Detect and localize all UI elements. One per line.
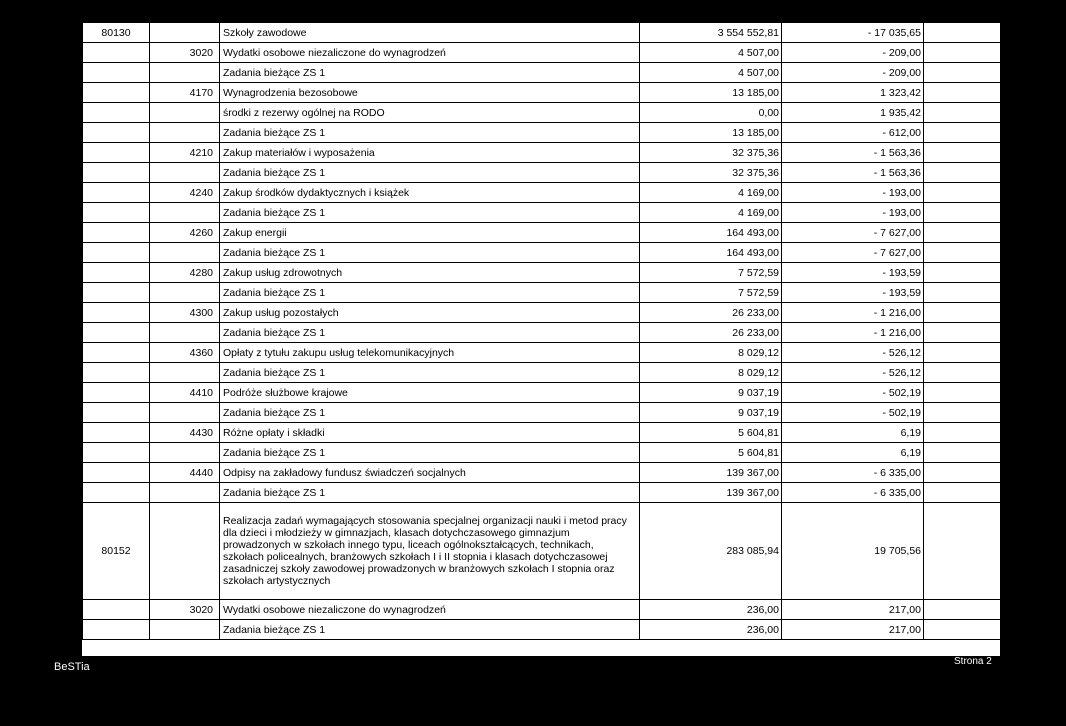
description-cell: Zakup usług pozostałych — [220, 303, 640, 323]
description-cell: Odpisy na zakładowy fundusz świadczeń socjalnych — [220, 463, 640, 483]
table-row — [83, 600, 1066, 620]
paragraph-code-cell — [150, 163, 220, 183]
section-code-cell — [83, 483, 150, 503]
footer-software-label: BeSTia — [54, 661, 90, 673]
table-row — [83, 463, 1066, 483]
plan-before-cell: 9 037,19 — [640, 403, 782, 423]
paragraph-code-cell: 3020 — [150, 43, 220, 63]
table-row — [83, 243, 1066, 263]
table-row — [83, 223, 1066, 243]
plan-before-cell: 164 493,00 — [640, 223, 782, 243]
plan-before-cell: 26 233,00 — [640, 303, 782, 323]
section-code-cell: 80152 — [83, 503, 150, 600]
section-code-cell — [83, 183, 150, 203]
change-cell: - 526,12 — [782, 363, 924, 383]
description-cell: środki z rezerwy ogólnej na RODO — [220, 103, 640, 123]
change-cell: 217,00 — [782, 600, 924, 620]
description-cell: Zadania bieżące ZS 1 — [220, 620, 640, 640]
plan-before-cell: 283 085,94 — [640, 503, 782, 600]
plan-after-cell: 4 298,00 — [924, 43, 1066, 63]
plan-before-cell: 4 169,00 — [640, 203, 782, 223]
plan-before-cell: 9 037,19 — [640, 383, 782, 403]
plan-before-cell: 26 233,00 — [640, 323, 782, 343]
plan-before-cell: 32 375,36 — [640, 143, 782, 163]
plan-before-cell: 5 604,81 — [640, 443, 782, 463]
plan-before-cell: 8 029,12 — [640, 363, 782, 383]
budget-table — [82, 22, 1066, 640]
plan-after-cell: 156 866,00 — [924, 223, 1066, 243]
plan-after-cell: 3 976,00 — [924, 183, 1066, 203]
plan-after-cell: 30 812,00 — [924, 163, 1066, 183]
paragraph-code-cell: 3020 — [150, 600, 220, 620]
plan-after-cell: 302 791,50 — [924, 503, 1066, 600]
plan-before-cell: 8 029,12 — [640, 343, 782, 363]
section-code-cell — [83, 203, 150, 223]
change-cell: - 209,00 — [782, 63, 924, 83]
section-code-cell: 80130 — [83, 23, 150, 43]
plan-after-cell: 25 017,00 — [924, 323, 1066, 343]
table-row — [83, 143, 1066, 163]
description-cell: Zakup energii — [220, 223, 640, 243]
table-row — [83, 620, 1066, 640]
paragraph-code-cell: 4300 — [150, 303, 220, 323]
plan-after-cell: 8 535,00 — [924, 383, 1066, 403]
description-cell: Zakup materiałów i wyposażenia — [220, 143, 640, 163]
description-cell: Wynagrodzenia bezosobowe — [220, 83, 640, 103]
plan-before-cell: 5 604,81 — [640, 423, 782, 443]
plan-after-cell: 453,00 — [924, 600, 1066, 620]
paragraph-code-cell: 4260 — [150, 223, 220, 243]
section-code-cell — [83, 363, 150, 383]
table-row — [83, 203, 1066, 223]
change-cell: - 1 216,00 — [782, 323, 924, 343]
change-cell: - 6 335,00 — [782, 483, 924, 503]
change-cell: 19 705,56 — [782, 503, 924, 600]
table-row — [83, 23, 1066, 43]
paragraph-code-cell: 4430 — [150, 423, 220, 443]
section-code-cell — [83, 423, 150, 443]
description-cell: Zadania bieżące ZS 1 — [220, 203, 640, 223]
plan-after-cell: 7 503,00 — [924, 343, 1066, 363]
paragraph-code-cell — [150, 23, 220, 43]
plan-before-cell: 3 554 552,81 — [640, 23, 782, 43]
table-row — [83, 443, 1066, 463]
change-cell: - 17 035,65 — [782, 23, 924, 43]
description-cell: Zakup usług zdrowotnych — [220, 263, 640, 283]
plan-after-cell: 8 535,00 — [924, 403, 1066, 423]
table-row — [83, 363, 1066, 383]
section-code-cell — [83, 343, 150, 363]
plan-after-cell: 30 812,00 — [924, 143, 1066, 163]
change-cell: - 193,59 — [782, 283, 924, 303]
paragraph-code-cell — [150, 103, 220, 123]
description-cell: Zadania bieżące ZS 1 — [220, 163, 640, 183]
table-row — [83, 343, 1066, 363]
change-cell: - 1 563,36 — [782, 143, 924, 163]
paragraph-code-cell — [150, 63, 220, 83]
change-cell: - 502,19 — [782, 403, 924, 423]
plan-after-cell: 7 379,00 — [924, 263, 1066, 283]
change-cell: - 193,59 — [782, 263, 924, 283]
table-row — [83, 403, 1066, 423]
section-code-cell — [83, 103, 150, 123]
section-code-cell — [83, 383, 150, 403]
section-code-cell — [83, 223, 150, 243]
section-code-cell — [83, 323, 150, 343]
plan-before-cell: 236,00 — [640, 620, 782, 640]
change-cell: - 6 335,00 — [782, 463, 924, 483]
paragraph-code-cell: 4210 — [150, 143, 220, 163]
plan-after-cell: 3 976,00 — [924, 203, 1066, 223]
plan-after-cell: 1 935,42 — [924, 103, 1066, 123]
paragraph-code-cell — [150, 123, 220, 143]
section-code-cell — [83, 63, 150, 83]
plan-before-cell: 139 367,00 — [640, 463, 782, 483]
description-cell: Zadania bieżące ZS 1 — [220, 363, 640, 383]
description-cell: Podróże służbowe krajowe — [220, 383, 640, 403]
paragraph-code-cell — [150, 403, 220, 423]
change-cell: 217,00 — [782, 620, 924, 640]
paragraph-code-cell — [150, 283, 220, 303]
description-cell: Różne opłaty i składki — [220, 423, 640, 443]
table-row — [83, 283, 1066, 303]
paragraph-code-cell: 4280 — [150, 263, 220, 283]
table-row — [83, 163, 1066, 183]
table-row — [83, 323, 1066, 343]
description-cell: Szkoły zawodowe — [220, 23, 640, 43]
footer-page-number: Strona 2 — [954, 656, 992, 667]
table-row — [83, 263, 1066, 283]
change-cell: - 526,12 — [782, 343, 924, 363]
description-cell: Wydatki osobowe niezaliczone do wynagrodzeń — [220, 600, 640, 620]
table-row — [83, 183, 1066, 203]
plan-after-cell: 3 537 517,16 — [924, 23, 1066, 43]
paragraph-code-cell: 4240 — [150, 183, 220, 203]
table-row — [83, 63, 1066, 83]
change-cell: - 502,19 — [782, 383, 924, 403]
paragraph-code-cell — [150, 620, 220, 640]
section-code-cell — [83, 263, 150, 283]
description-cell: Wydatki osobowe niezaliczone do wynagrodzeń — [220, 43, 640, 63]
change-cell: - 1 216,00 — [782, 303, 924, 323]
change-cell: - 612,00 — [782, 123, 924, 143]
plan-before-cell: 4 169,00 — [640, 183, 782, 203]
plan-after-cell: 14 508,42 — [924, 83, 1066, 103]
plan-after-cell: 5 611,00 — [924, 423, 1066, 443]
section-code-cell — [83, 123, 150, 143]
table-row — [83, 123, 1066, 143]
table-row — [83, 103, 1066, 123]
paragraph-code-cell — [150, 443, 220, 463]
paragraph-code-cell: 4360 — [150, 343, 220, 363]
paragraph-code-cell — [150, 363, 220, 383]
plan-after-cell: 156 866,00 — [924, 243, 1066, 263]
change-cell: 6,19 — [782, 423, 924, 443]
section-code-cell — [83, 143, 150, 163]
change-cell: 1 935,42 — [782, 103, 924, 123]
description-cell: Zadania bieżące ZS 1 — [220, 483, 640, 503]
plan-after-cell: 133 032,00 — [924, 463, 1066, 483]
section-code-cell — [83, 620, 150, 640]
description-cell: Zakup środków dydaktycznych i książek — [220, 183, 640, 203]
description-cell: Realizacja zadań wymagających stosowania specjalnej organizacji nauki i metod pracy dla dzieci i młodzieży w gimnazjach, klasach dotychczasowego gimnazjum prowadzonych w szkołach innego typu, liceach ogólnokształcących, technikach, szkołach policealnych, branżowych szkołach I i II stopnia i klasach dotychczasowej zasadniczej szkoły zawodowej prowadzonych w branżowych szkołach I stopnia oraz szkołach artystycznych — [220, 503, 640, 600]
plan-before-cell: 0,00 — [640, 103, 782, 123]
table-row — [83, 43, 1066, 63]
plan-after-cell: 25 017,00 — [924, 303, 1066, 323]
paragraph-code-cell: 4410 — [150, 383, 220, 403]
section-code-cell — [83, 443, 150, 463]
section-code-cell — [83, 463, 150, 483]
table-row — [83, 383, 1066, 403]
plan-after-cell: 4 298,00 — [924, 63, 1066, 83]
description-cell: Zadania bieżące ZS 1 — [220, 63, 640, 83]
plan-after-cell: 133 032,00 — [924, 483, 1066, 503]
plan-before-cell: 13 185,00 — [640, 123, 782, 143]
description-cell: Zadania bieżące ZS 1 — [220, 403, 640, 423]
change-cell: 1 323,42 — [782, 83, 924, 103]
plan-after-cell: 5 611,00 — [924, 443, 1066, 463]
change-cell: 6,19 — [782, 443, 924, 463]
plan-before-cell: 32 375,36 — [640, 163, 782, 183]
paragraph-code-cell — [150, 243, 220, 263]
change-cell: - 209,00 — [782, 43, 924, 63]
plan-after-cell: 7 503,00 — [924, 363, 1066, 383]
description-cell: Zadania bieżące ZS 1 — [220, 123, 640, 143]
budget-sheet — [82, 22, 1063, 656]
table-row — [83, 303, 1066, 323]
change-cell: - 7 627,00 — [782, 223, 924, 243]
paragraph-code-cell: 4170 — [150, 83, 220, 103]
change-cell: - 193,00 — [782, 203, 924, 223]
section-code-cell — [83, 600, 150, 620]
plan-before-cell: 139 367,00 — [640, 483, 782, 503]
plan-before-cell: 7 572,59 — [640, 263, 782, 283]
plan-after-cell: 12 573,00 — [924, 123, 1066, 143]
section-code-cell — [83, 163, 150, 183]
table-row — [83, 83, 1066, 103]
plan-after-cell: 7 379,00 — [924, 283, 1066, 303]
table-row — [83, 423, 1066, 443]
description-cell: Zadania bieżące ZS 1 — [220, 443, 640, 463]
table-row-section-80152 — [83, 503, 1066, 600]
change-cell: - 193,00 — [782, 183, 924, 203]
plan-before-cell: 4 507,00 — [640, 63, 782, 83]
plan-before-cell: 7 572,59 — [640, 283, 782, 303]
table-row — [83, 483, 1066, 503]
section-code-cell — [83, 303, 150, 323]
change-cell: - 7 627,00 — [782, 243, 924, 263]
paragraph-code-cell — [150, 483, 220, 503]
paragraph-code-cell — [150, 323, 220, 343]
plan-before-cell: 164 493,00 — [640, 243, 782, 263]
plan-before-cell: 4 507,00 — [640, 43, 782, 63]
section-code-cell — [83, 283, 150, 303]
section-code-cell — [83, 83, 150, 103]
plan-after-cell: 453,00 — [924, 620, 1066, 640]
section-code-cell — [83, 403, 150, 423]
change-cell: - 1 563,36 — [782, 163, 924, 183]
paragraph-code-cell: 4440 — [150, 463, 220, 483]
description-cell: Zadania bieżące ZS 1 — [220, 283, 640, 303]
section-code-cell — [83, 43, 150, 63]
description-cell: Opłaty z tytułu zakupu usług telekomunikacyjnych — [220, 343, 640, 363]
description-cell: Zadania bieżące ZS 1 — [220, 323, 640, 343]
paragraph-code-cell — [150, 503, 220, 600]
paragraph-code-cell — [150, 203, 220, 223]
plan-before-cell: 13 185,00 — [640, 83, 782, 103]
section-code-cell — [83, 243, 150, 263]
description-cell: Zadania bieżące ZS 1 — [220, 243, 640, 263]
plan-before-cell: 236,00 — [640, 600, 782, 620]
